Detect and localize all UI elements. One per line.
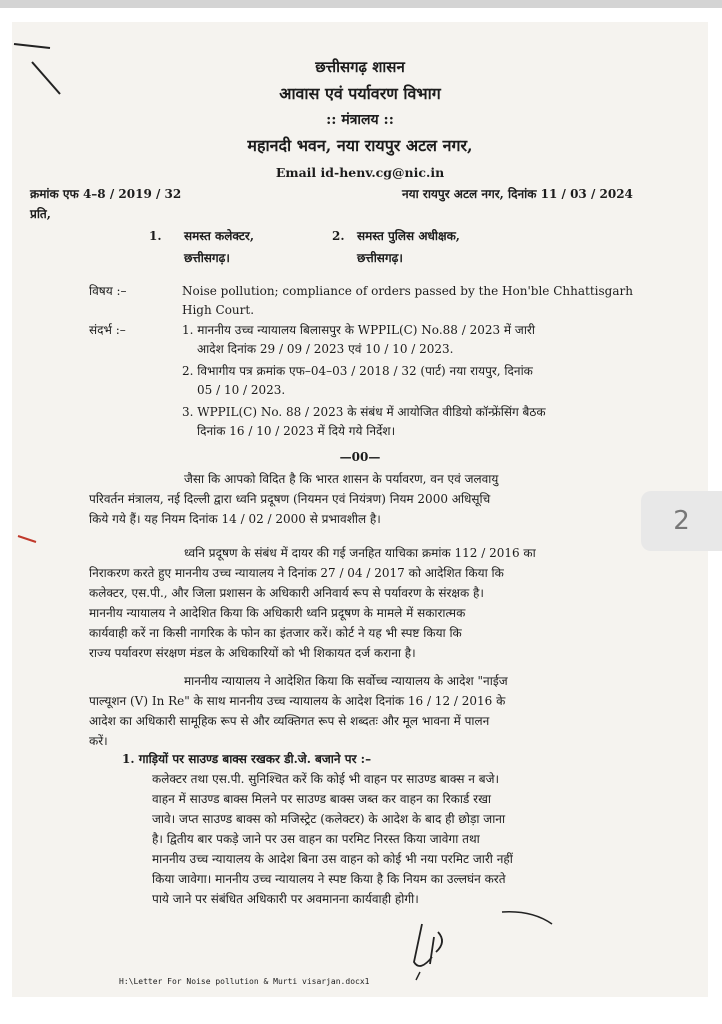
point1-line-1: कलेक्टर तथा एस.पी. सुनिश्चित करें कि कोई भी वाहन पर साउण्ड बाक्स न बजे। bbox=[152, 772, 500, 786]
para2-line-4: माननीय न्यायालय ने आदेशित किया कि अधिकारी ध्वनि प्रदूषण के मामले में सकारात्मक bbox=[89, 606, 466, 620]
para1-line-1: जैसा कि आपको विदित है कि भारत शासन के पर्यावरण, वन एवं जलवायु bbox=[184, 472, 499, 486]
ref-place-date: नया रायपुर अटल नगर, दिनांक 11 / 03 / 2024 bbox=[402, 187, 633, 201]
subject-label: विषय :– bbox=[89, 284, 127, 298]
reference-1-line-2: आदेश दिनांक 29 / 09 / 2023 एवं 10 / 10 / 2023. bbox=[197, 342, 454, 356]
recipient-2-num: 2. bbox=[332, 229, 345, 243]
para2-line-2: निराकरण करते हुए माननीय उच्च न्यायालय ने दिनांक 27 / 04 / 2017 को आदेशित किया कि bbox=[89, 566, 504, 580]
reference-2-line-2: 05 / 10 / 2023. bbox=[197, 383, 286, 397]
para3-line-4: करें। bbox=[89, 734, 108, 748]
header-email: Email id-henv.cg@nic.in bbox=[275, 165, 445, 180]
subject-line-1: Noise pollution; compliance of orders passed by the Hon'ble Chhattisgarh bbox=[182, 284, 633, 298]
reference-3-line-2: दिनांक 16 / 10 / 2023 में दिये गये निर्देश। bbox=[197, 424, 396, 438]
para1-line-3: किये गये हैं। यह नियम दिनांक 14 / 02 / 2000 से प्रभावशील है। bbox=[89, 512, 381, 526]
header-department: आवास एवं पर्यावरण विभाग bbox=[279, 84, 441, 103]
separator: —00— bbox=[339, 450, 381, 464]
para3-line-3: आदेश का अधिकारी सामूहिक रूप से और व्यक्तिगत रूप से शब्दतः और मूल भावना में पालन bbox=[89, 714, 490, 728]
reference-3-line-1: 3. WPPIL(C) No. 88 / 2023 के संबंध में आयोजित वीडियो कॉन्फ्रेंसिंग बैठक bbox=[182, 405, 546, 419]
margin-pen-marks bbox=[12, 22, 72, 582]
recipient-1-num: 1. bbox=[149, 229, 162, 243]
point1-line-6: किया जावेगा। माननीय उच्च न्यायालय ने स्पष्ट किया है कि नियम का उल्लघंन करते bbox=[152, 872, 506, 886]
recipient-2-state: छत्तीसगढ़। bbox=[357, 251, 403, 265]
recipient-1-state: छत्तीसगढ़। bbox=[184, 251, 230, 265]
para2-line-1: ध्वनि प्रदूषण के संबंध में दायर की गई जनहित याचिका क्रमांक 112 / 2016 का bbox=[184, 546, 536, 560]
header-ministry: :: मंत्रालय :: bbox=[326, 112, 394, 128]
signature bbox=[392, 902, 562, 982]
para2-line-6: राज्य पर्यावरण संरक्षण मंडल के अधिकारियों को भी शिकायत दर्ज कराना है। bbox=[89, 646, 416, 660]
point1-line-7: पाये जाने पर संबंधित अधिकारी पर अवमानना कार्यवाही होगी। bbox=[152, 892, 419, 906]
footer-file-path: H:\Letter For Noise pollution & Murti visarjan.docx1 bbox=[119, 977, 370, 986]
ref-number: क्रमांक एफ 4–8 / 2019 / 32 bbox=[30, 187, 182, 201]
point1-line-3: जावे। जप्त साउण्ड बाक्स को मजिस्ट्रेट (कलेक्टर) के आदेश के बाद ही छोड़ा जाना bbox=[152, 812, 506, 826]
recipient-2-name: समस्त पुलिस अधीक्षक, bbox=[357, 229, 460, 243]
subject-line-2: High Court. bbox=[182, 303, 255, 317]
point1-line-5: माननीय उच्च न्यायालय के आदेश बिना उस वाहन को कोई भी नया परमिट जारी नहीं bbox=[152, 852, 513, 866]
document-page bbox=[12, 22, 708, 997]
prati: प्रति, bbox=[30, 207, 51, 221]
para2-line-5: कार्यवाही करें ना किसी नागरिक के फोन का इंतजार करें। कोर्ट ने यह भी स्पष्ट किया कि bbox=[89, 626, 462, 640]
header-address: महानदी भवन, नया रायपुर अटल नगर, bbox=[247, 136, 473, 155]
para1-line-2: परिवर्तन मंत्रालय, नई दिल्ली द्वारा ध्वनि प्रदूषण (नियमन एवं नियंत्रण) नियम 2000 अधिसूचि bbox=[89, 492, 491, 506]
point1-heading: 1. गाड़ियों पर साउण्ड बाक्स रखकर डी.जे. बजाने पर :– bbox=[122, 752, 372, 766]
recipient-1-name: समस्त कलेक्टर, bbox=[184, 229, 254, 243]
reference-1-line-1: 1. माननीय उच्च न्यायालय बिलासपुर के WPPIL(C) No.88 / 2023 में जारी bbox=[182, 323, 535, 337]
page-number-badge: 2 bbox=[641, 491, 722, 551]
point1-line-4: है। द्वितीय बार पकड़े जाने पर उस वाहन का परमिट निरस्त किया जावेगा तथा bbox=[152, 832, 480, 846]
para3-line-2: पाल्यूशन (V) In Re" के साथ माननीय उच्च न्यायालय के आदेश दिनांक 16 / 12 / 2016 के bbox=[89, 694, 506, 708]
point1-line-2: वाहन में साउण्ड बाक्स मिलने पर साउण्ड बाक्स जब्त कर वाहन का रिकार्ड रखा bbox=[152, 792, 491, 806]
reference-2-line-1: 2. विभागीय पत्र क्रमांक एफ–04–03 / 2018 / 32 (पार्ट) नया रायपुर, दिनांक bbox=[182, 364, 533, 378]
references-label: संदर्भ :– bbox=[89, 323, 126, 337]
header-govt: छत्तीसगढ़ शासन bbox=[315, 58, 405, 76]
para3-line-1: माननीय न्यायालय ने आदेशित किया कि सर्वोच्च न्यायालय के आदेश "नाईज bbox=[184, 674, 508, 688]
para2-line-3: कलेक्टर, एस.पी., और जिला प्रशासन के अधिकारी अनिवार्य रूप से पर्यावरण के संरक्षक है। bbox=[89, 586, 484, 600]
top-bar bbox=[0, 0, 722, 8]
